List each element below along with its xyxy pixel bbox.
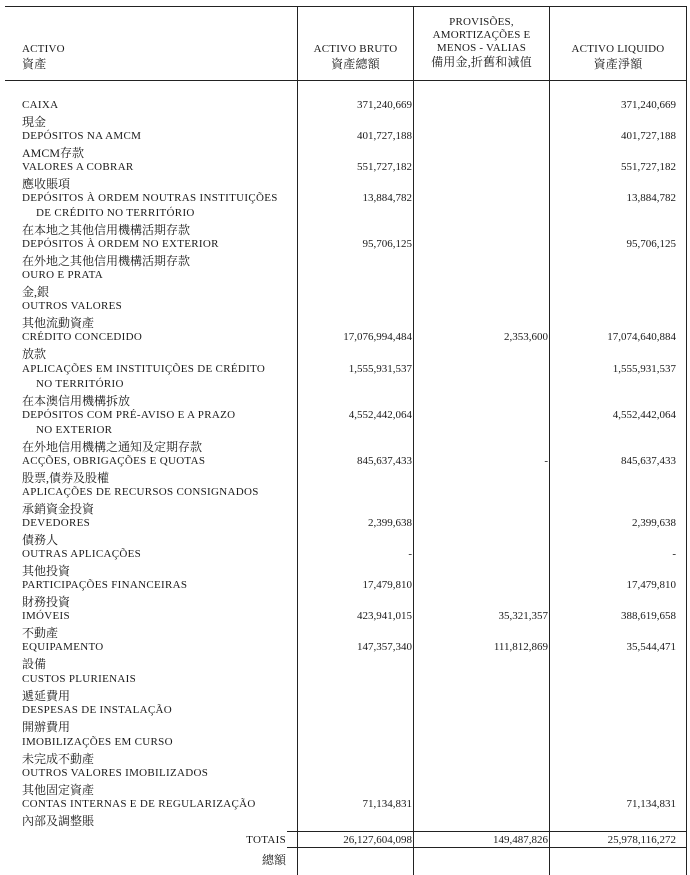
row-label-pt: PARTICIPAÇÕES FINANCEIRAS (22, 579, 188, 591)
header-provisoes (414, 16, 549, 69)
row-label-zh: 其他固定資產 (22, 783, 95, 797)
row-label-zh: 在本澳信用機構拆放 (22, 394, 131, 408)
row-value-liquido: 17,479,810 (626, 579, 676, 591)
row-label-zh: 金,銀 (22, 285, 50, 299)
row-label-pt: OUTROS VALORES IMOBILIZADOS (22, 767, 209, 779)
column-divider (686, 6, 687, 875)
row-label-pt-continued: DE CRÉDITO NO TERRITÓRIO (36, 207, 195, 219)
row-value-bruto: 17,479,810 (362, 579, 412, 591)
header-liquido-pt: ACTIVO LIQUIDO (571, 43, 665, 55)
row-label-pt: DESPESAS DE INSTALAÇÃO (22, 704, 172, 716)
row-value-liquido: 371,240,669 (621, 99, 676, 111)
row-value-bruto: 71,134,831 (362, 798, 412, 810)
row-value-bruto: 2,399,638 (368, 517, 412, 529)
row-label-pt: IMOBILIZAÇÕES EM CURSO (22, 736, 173, 748)
row-label-pt: OUTRAS APLICAÇÕES (22, 548, 142, 560)
row-value-liquido: 35,544,471 (626, 641, 676, 653)
row-label-pt: CRÉDITO CONCEDIDO (22, 331, 143, 343)
header-provisoes-line1: PROVISÕES, (449, 16, 514, 28)
row-value-liquido: 2,399,638 (632, 517, 676, 529)
row-label-zh: 現金 (22, 115, 47, 129)
row-value-liquido: 388,619,658 (621, 610, 676, 622)
row-label-pt-continued: NO EXTERIOR (36, 424, 113, 436)
row-value-bruto: 845,637,433 (357, 455, 412, 467)
row-value-liquido: 401,727,188 (621, 130, 676, 142)
row-value-liquido: 1,555,931,537 (612, 363, 676, 375)
row-label-pt-continued: NO TERRITÓRIO (36, 378, 124, 390)
column-divider (549, 6, 550, 875)
totals-label-zh: 總額 (261, 853, 286, 867)
row-value-liquido: - (672, 548, 676, 560)
totals-top-line (287, 831, 687, 832)
row-label-zh: 遞延費用 (22, 689, 71, 703)
row-label-zh: 債務人 (22, 533, 59, 547)
row-value-liquido: 4,552,442,064 (612, 409, 676, 421)
header-bruto-zh: 資產總額 (331, 57, 380, 71)
header-activo-bruto (298, 43, 413, 71)
row-label-pt: DEPÓSITOS COM PRÉ-AVISO E A PRAZO (22, 409, 236, 421)
row-value-bruto: 17,076,994,484 (343, 331, 412, 343)
row-value-bruto: 4,552,442,064 (348, 409, 412, 421)
row-value-liquido: 95,706,125 (626, 238, 676, 250)
totals-bruto: 26,127,604,098 (343, 834, 412, 846)
row-label-zh: 設備 (22, 657, 47, 671)
row-value-bruto: 95,706,125 (362, 238, 412, 250)
row-label-pt: CUSTOS PLURIENAIS (22, 673, 136, 685)
row-label-zh: 未完成不動產 (22, 752, 95, 766)
row-label-zh: AMCM存款 (22, 146, 85, 160)
header-liquido-zh: 資產淨額 (593, 57, 643, 71)
row-label-pt: ACÇÕES, OBRIGAÇÕES E QUOTAS (22, 455, 206, 467)
totals-bottom-line (287, 847, 687, 848)
totals-label: TOTAIS (246, 834, 286, 846)
row-value-bruto: 13,884,782 (362, 192, 412, 204)
row-label-pt: DEPÓSITOS NA AMCM (22, 130, 142, 142)
row-label-zh: 內部及調整賬 (22, 814, 95, 828)
totals-provisoes: 149,487,826 (493, 834, 548, 846)
row-label-pt: APLICAÇÕES DE RECURSOS CONSIGNADOS (22, 486, 259, 498)
row-label-zh: 其他流動資產 (22, 316, 95, 330)
row-label-pt: DEPÓSITOS À ORDEM NO EXTERIOR (22, 238, 219, 250)
row-value-provisoes: 35,321,357 (498, 610, 548, 622)
row-label-zh: 財務投資 (22, 595, 71, 609)
row-label-zh: 承銷資金投資 (22, 502, 95, 516)
row-label-pt: IMÓVEIS (22, 610, 70, 622)
header-provisoes-line3: MENOS - VALIAS (436, 42, 527, 54)
row-value-bruto: - (408, 548, 412, 560)
header-bruto-pt: ACTIVO BRUTO (313, 43, 398, 55)
row-value-provisoes: - (544, 455, 548, 467)
row-label-zh: 在外地信用機構之通知及定期存款 (22, 440, 203, 454)
row-value-liquido: 17,074,640,884 (607, 331, 676, 343)
row-value-bruto: 1,555,931,537 (348, 363, 412, 375)
row-label-zh: 股票,債券及股權 (22, 471, 110, 485)
header-activo-pt: ACTIVO (22, 43, 65, 55)
row-value-provisoes: 2,353,600 (504, 331, 548, 343)
column-divider (413, 6, 414, 875)
row-value-liquido: 845,637,433 (621, 455, 676, 467)
header-provisoes-zh: 備用金,折舊和減值 (431, 55, 532, 69)
row-value-bruto: 371,240,669 (357, 99, 412, 111)
row-label-pt: CONTAS INTERNAS E DE REGULARIZAÇÃO (22, 798, 256, 810)
row-label-pt: DEPÓSITOS À ORDEM NOUTRAS INSTITUIÇÕES (22, 192, 278, 204)
row-label-zh: 應收賬項 (22, 177, 71, 191)
row-label-zh: 放款 (22, 347, 47, 361)
row-label-zh: 不動產 (22, 626, 59, 640)
row-label-zh: 在外地之其他信用機構活期存款 (22, 254, 191, 268)
row-value-bruto: 147,357,340 (357, 641, 412, 653)
row-label-zh: 開辦費用 (22, 720, 71, 734)
row-value-bruto: 551,727,182 (357, 161, 412, 173)
header-activo (22, 43, 65, 71)
totals-liquido: 25,978,116,272 (607, 834, 676, 846)
header-activo-liquido (550, 43, 686, 71)
header-provisoes-line2: AMORTIZAÇÕES E (432, 29, 531, 41)
row-label-pt: CAIXA (22, 99, 59, 111)
row-label-zh: 其他投資 (22, 564, 71, 578)
header-divider (5, 80, 687, 81)
table-top-border (5, 6, 687, 7)
row-label-pt: APLICAÇÕES EM INSTITUIÇÕES DE CRÉDITO (22, 363, 266, 375)
header-activo-zh: 資產 (22, 57, 47, 71)
row-value-liquido: 71,134,831 (626, 798, 676, 810)
row-label-pt: DEVEDORES (22, 517, 91, 529)
row-value-liquido: 13,884,782 (626, 192, 676, 204)
row-label-zh: 在本地之其他信用機構活期存款 (22, 223, 191, 237)
row-value-liquido: 551,727,182 (621, 161, 676, 173)
row-value-bruto: 423,941,015 (357, 610, 412, 622)
row-label-pt: OURO E PRATA (22, 269, 103, 281)
row-label-pt: OUTROS VALORES (22, 300, 123, 312)
row-value-provisoes: 111,812,869 (493, 641, 548, 653)
column-divider (297, 6, 298, 875)
row-value-bruto: 401,727,188 (357, 130, 412, 142)
row-label-pt: VALORES A COBRAR (22, 161, 134, 173)
row-label-pt: EQUIPAMENTO (22, 641, 104, 653)
